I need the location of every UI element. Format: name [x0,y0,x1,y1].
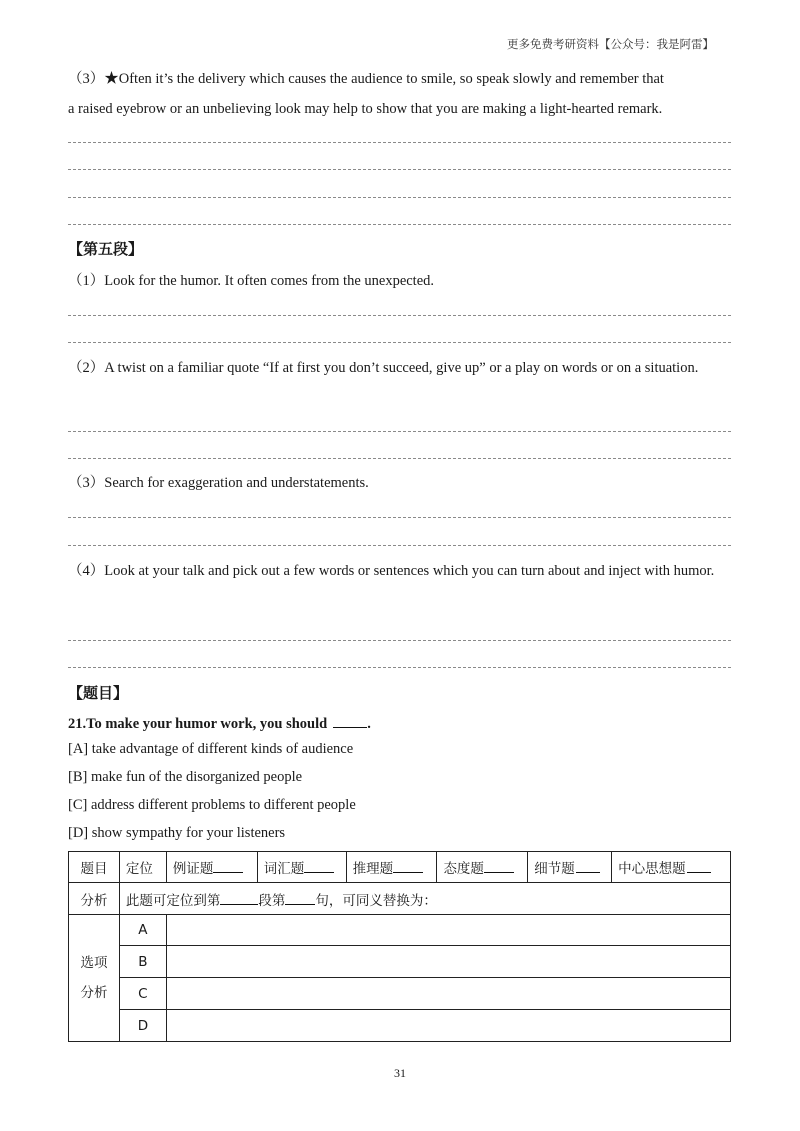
option-letter-cell: B [119,946,166,978]
paragraph-4-item-3 [68,64,734,124]
question-21 [68,714,371,733]
option-letter-cell: C [119,978,166,1010]
question-type-label: 细节题 [534,861,575,877]
table-label-cell: 题目 [69,852,120,883]
question-type-cell[interactable] [346,852,437,883]
question-stem: 21.To make your humor work, you should [68,716,328,732]
options-label-line: 选项 [80,955,108,971]
paragraph-5-item-1: （1）Look for the humor. It often comes from the unexpected. [68,273,435,289]
type-blank [687,861,711,873]
option-b: [B] make fun of the disorganized people [68,769,303,785]
option-analysis-cell[interactable] [166,946,730,978]
answer-line [68,667,731,668]
answer-line [68,640,731,641]
answer-line [68,458,731,459]
locate-text: 此题可定位到第 [125,892,221,909]
sentence-blank [285,893,315,905]
option-d: [D] show sympathy for your listeners [68,825,286,841]
paragraph-line: a raised eyebrow or an unbelieving look may help to show that you are making a light-hearted remark. [68,101,663,117]
answer-line [68,224,731,225]
answer-line [68,545,731,546]
locate-text: 句，可同义替换为： [315,892,437,909]
answer-line [68,142,731,143]
options-analysis-label [69,915,120,1042]
paragraph-5-item-4: （4）Look at your talk and pick out a few words or sentences which you can turn about and inject with humor. [68,563,715,579]
page-number: 31 [394,1066,406,1080]
question-type-cell[interactable] [257,852,346,883]
option-c: [C] address different problems to different people [68,797,356,813]
question-type-cell[interactable] [437,852,528,883]
option-analysis-cell[interactable] [166,1010,730,1042]
option-letter-cell: A [119,915,166,946]
question-type-label: 例证题 [172,861,214,877]
type-blank [304,861,334,873]
answer-line [68,342,731,343]
paragraph-line: （3）★Often it’s the delivery which causes the audience to smile, so speak slowly and remember that [68,71,664,87]
question-type-cell: 定位 [119,852,166,883]
option-letter-cell: D [119,1010,166,1042]
question-suffix: . [367,716,371,732]
locate-cell[interactable] [119,883,730,915]
answer-line [68,315,731,316]
header-note: 更多免费考研资料【公众号：我是阿雷】 [507,37,714,51]
table-label-cell: 分析 [69,883,120,915]
type-blank [576,861,600,873]
answer-line [68,197,731,198]
paragraph-5-item-2: （2）A twist on a familiar quote “If at first you don’t succeed, give up” or a play on words or on a situation. [68,360,699,376]
answer-line [68,169,731,170]
options-label-line: 分析 [80,985,108,1001]
question-type-label: 态度题 [443,861,484,877]
question-type-cell[interactable] [166,852,257,883]
question-type-cell[interactable] [612,852,731,883]
locate-text: 段第 [258,892,286,909]
type-blank [484,861,514,873]
questions-heading: 【题目】 [68,684,129,702]
answer-blank[interactable] [333,714,367,728]
question-type-label: 中心思想题 [618,861,686,877]
section-heading-5: 【第五段】 [68,240,144,258]
option-a: [A] take advantage of different kinds of audience [68,741,354,757]
question-type-cell[interactable] [528,852,612,883]
question-type-label: 词汇题 [263,861,305,877]
analysis-table [68,851,731,1042]
question-type-label: 推理题 [352,861,394,877]
answer-line [68,431,731,432]
answer-line [68,517,731,518]
type-blank [393,861,423,873]
paragraph-blank [220,893,258,905]
option-analysis-cell[interactable] [166,978,730,1010]
type-blank [213,861,243,873]
option-analysis-cell[interactable] [166,915,730,946]
paragraph-5-item-3: （3）Search for exaggeration and understatements. [68,475,369,491]
